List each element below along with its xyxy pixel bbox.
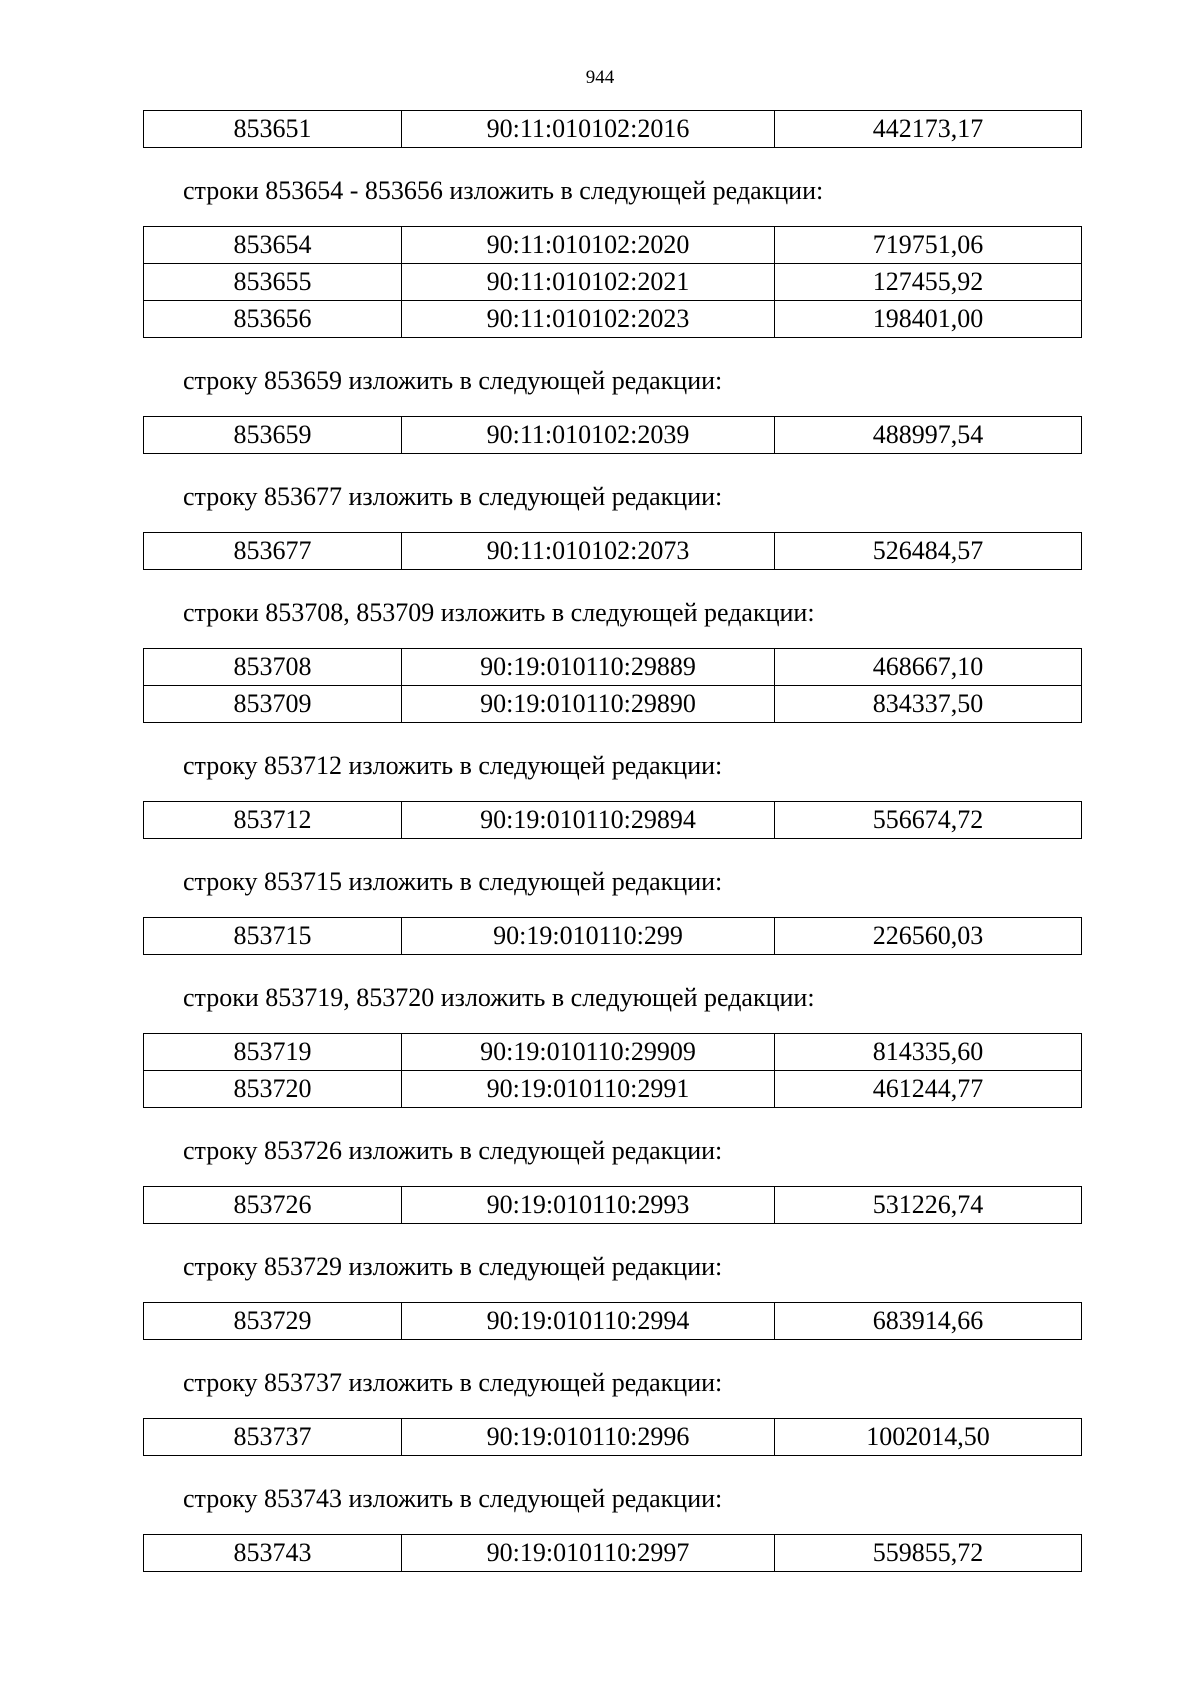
cadastral-number-cell: 90:19:010110:2997 (402, 1535, 775, 1572)
amendment-block (143, 1368, 1081, 1456)
row-number-cell: 853719 (144, 1034, 402, 1071)
value-cell: 468667,10 (775, 649, 1082, 686)
row-number-cell: 853737 (144, 1419, 402, 1456)
amendment-block (143, 366, 1081, 454)
amendment-instruction: строку 853677 изложить в следующей редакции: (183, 482, 723, 511)
table-row (144, 1187, 1082, 1224)
table-row (144, 1071, 1082, 1108)
amendment-block (143, 1484, 1081, 1572)
value-cell: 226560,03 (775, 918, 1082, 955)
row-number-cell: 853720 (144, 1071, 402, 1108)
row-number-cell: 853654 (144, 227, 402, 264)
records-table (143, 532, 1082, 570)
amendment-block (143, 110, 1081, 148)
table-row (144, 111, 1082, 148)
amendment-block (143, 482, 1081, 570)
table-row (144, 1535, 1082, 1572)
table-row (144, 1034, 1082, 1071)
row-number-cell: 853729 (144, 1303, 402, 1340)
cadastral-number-cell: 90:11:010102:2023 (402, 301, 775, 338)
document-body (0, 110, 1200, 1572)
amendment-block (143, 751, 1081, 839)
row-number-cell: 853709 (144, 686, 402, 723)
row-number-cell: 853726 (144, 1187, 402, 1224)
amendment-instruction: строку 853737 изложить в следующей редакции: (183, 1368, 723, 1397)
value-cell: 719751,06 (775, 227, 1082, 264)
value-cell: 442173,17 (775, 111, 1082, 148)
value-cell: 556674,72 (775, 802, 1082, 839)
value-cell: 834337,50 (775, 686, 1082, 723)
amendment-instruction: строку 853726 изложить в следующей редакции: (183, 1136, 723, 1165)
amendment-instruction: строку 853729 изложить в следующей редакции: (183, 1252, 723, 1281)
cadastral-number-cell: 90:19:010110:29909 (402, 1034, 775, 1071)
amendment-block (143, 1252, 1081, 1340)
amendment-instruction: строки 853708, 853709 изложить в следующей редакции: (183, 598, 815, 627)
cadastral-number-cell: 90:19:010110:29890 (402, 686, 775, 723)
table-row (144, 533, 1082, 570)
table-row (144, 1419, 1082, 1456)
records-table (143, 1186, 1082, 1224)
amendment-instruction: строки 853719, 853720 изложить в следующей редакции: (183, 983, 815, 1012)
records-table (143, 110, 1082, 148)
value-cell: 559855,72 (775, 1535, 1082, 1572)
cadastral-number-cell: 90:11:010102:2039 (402, 417, 775, 454)
row-number-cell: 853708 (144, 649, 402, 686)
page-number: 944 (585, 67, 615, 88)
amendment-instruction: строки 853654 - 853656 изложить в следующей редакции: (183, 176, 824, 205)
amendment-block (143, 598, 1081, 723)
value-cell: 531226,74 (775, 1187, 1082, 1224)
table-row (144, 417, 1082, 454)
cadastral-number-cell: 90:11:010102:2073 (402, 533, 775, 570)
row-number-cell: 853655 (144, 264, 402, 301)
cadastral-number-cell: 90:19:010110:2996 (402, 1419, 775, 1456)
table-row (144, 1303, 1082, 1340)
amendment-instruction: строку 853715 изложить в следующей редакции: (183, 867, 723, 896)
cadastral-number-cell: 90:19:010110:299 (402, 918, 775, 955)
table-row (144, 649, 1082, 686)
cadastral-number-cell: 90:11:010102:2016 (402, 111, 775, 148)
records-table (143, 416, 1082, 454)
table-row (144, 802, 1082, 839)
records-table (143, 1033, 1082, 1108)
records-table (143, 917, 1082, 955)
cadastral-number-cell: 90:19:010110:2994 (402, 1303, 775, 1340)
row-number-cell: 853743 (144, 1535, 402, 1572)
amendment-instruction: строку 853659 изложить в следующей редакции: (183, 366, 723, 395)
value-cell: 198401,00 (775, 301, 1082, 338)
cadastral-number-cell: 90:19:010110:29894 (402, 802, 775, 839)
value-cell: 488997,54 (775, 417, 1082, 454)
amendment-instruction: строку 853743 изложить в следующей редакции: (183, 1484, 723, 1513)
value-cell: 526484,57 (775, 533, 1082, 570)
row-number-cell: 853715 (144, 918, 402, 955)
table-row (144, 686, 1082, 723)
value-cell: 1002014,50 (775, 1419, 1082, 1456)
cadastral-number-cell: 90:11:010102:2020 (402, 227, 775, 264)
table-row (144, 918, 1082, 955)
value-cell: 127455,92 (775, 264, 1082, 301)
value-cell: 814335,60 (775, 1034, 1082, 1071)
row-number-cell: 853677 (144, 533, 402, 570)
records-table (143, 1302, 1082, 1340)
records-table (143, 1418, 1082, 1456)
row-number-cell: 853659 (144, 417, 402, 454)
records-table (143, 648, 1082, 723)
records-table (143, 226, 1082, 338)
cadastral-number-cell: 90:19:010110:29889 (402, 649, 775, 686)
row-number-cell: 853656 (144, 301, 402, 338)
value-cell: 461244,77 (775, 1071, 1082, 1108)
table-row (144, 264, 1082, 301)
cadastral-number-cell: 90:11:010102:2021 (402, 264, 775, 301)
records-table (143, 801, 1082, 839)
amendment-instruction: строку 853712 изложить в следующей редакции: (183, 751, 723, 780)
value-cell: 683914,66 (775, 1303, 1082, 1340)
amendment-block (143, 867, 1081, 955)
table-row (144, 301, 1082, 338)
records-table (143, 1534, 1082, 1572)
amendment-block (143, 176, 1081, 338)
cadastral-number-cell: 90:19:010110:2993 (402, 1187, 775, 1224)
table-row (144, 227, 1082, 264)
amendment-block (143, 1136, 1081, 1224)
cadastral-number-cell: 90:19:010110:2991 (402, 1071, 775, 1108)
row-number-cell: 853651 (144, 111, 402, 148)
amendment-block (143, 983, 1081, 1108)
row-number-cell: 853712 (144, 802, 402, 839)
